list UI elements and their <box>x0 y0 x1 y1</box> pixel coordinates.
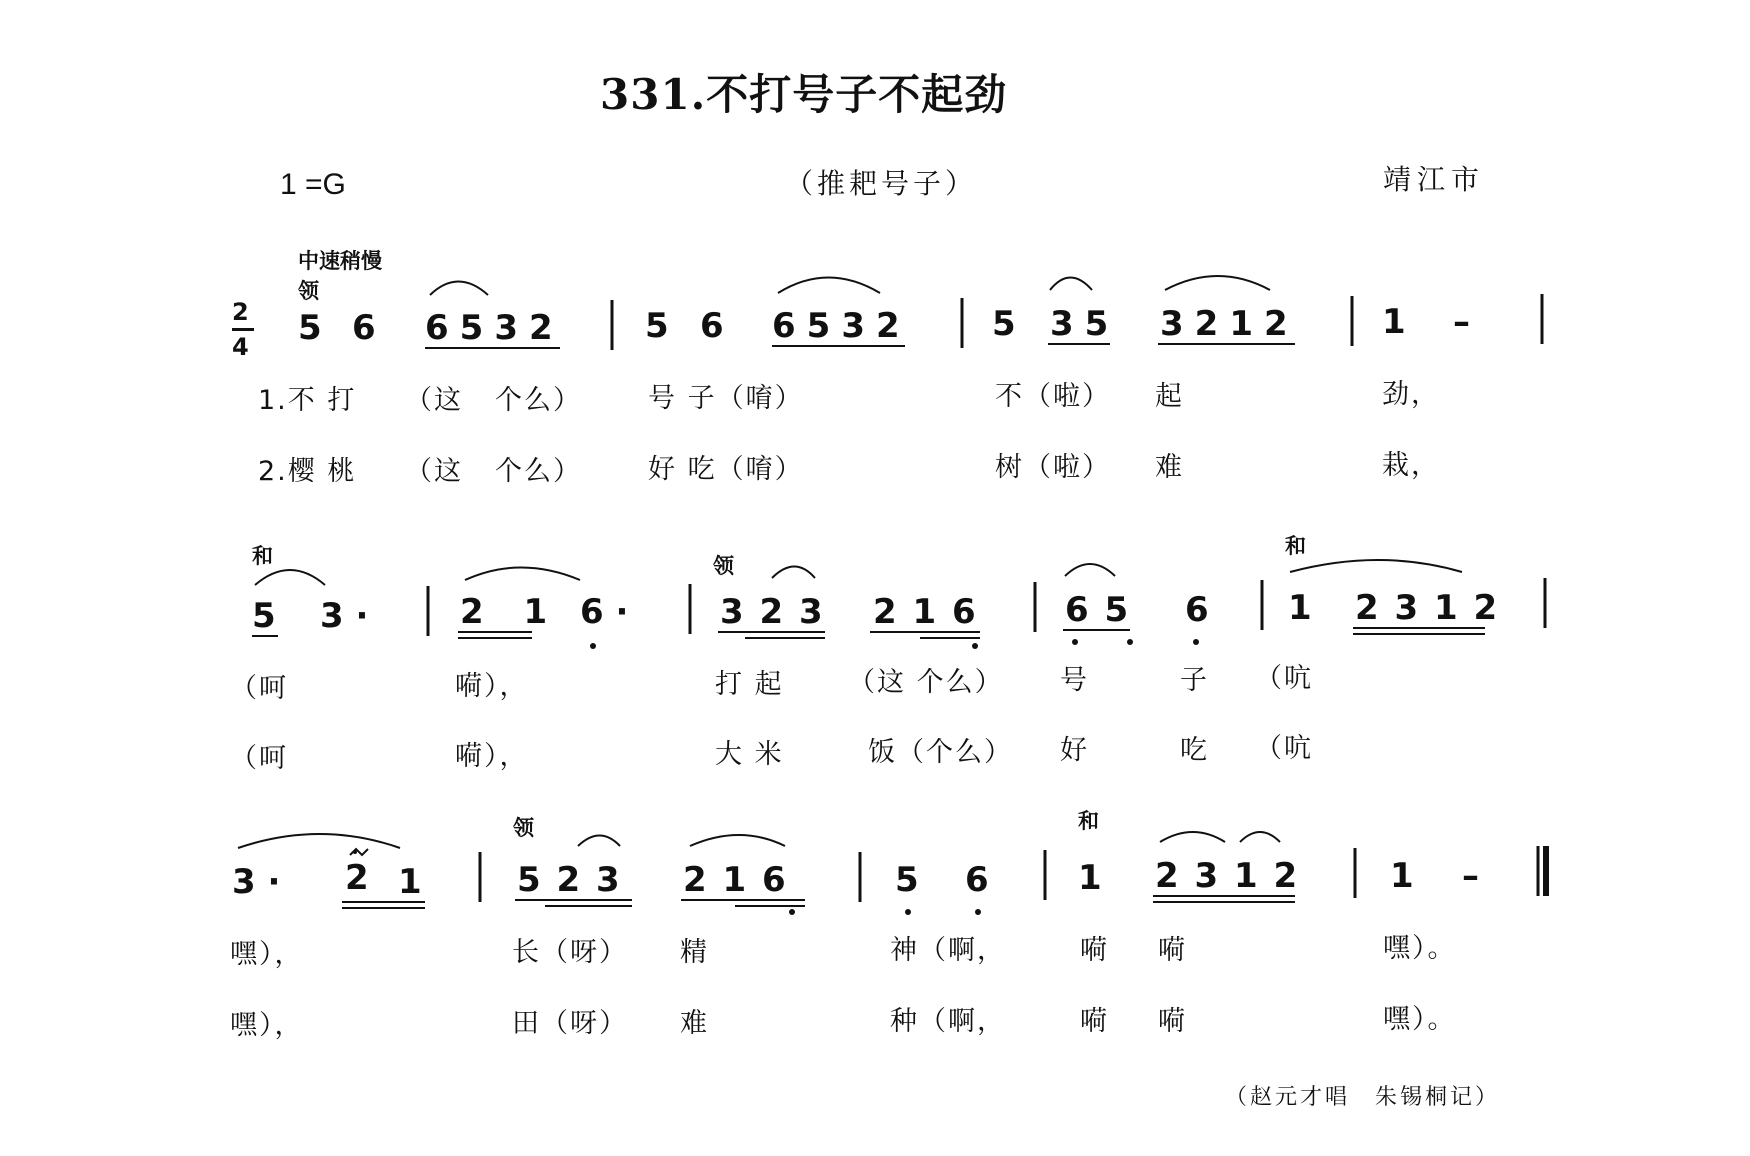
lyric: 子 <box>1180 665 1209 696</box>
dash: – <box>1453 302 1470 342</box>
lyric: （吭 <box>1255 733 1313 764</box>
note-group: 2 1 <box>460 592 562 632</box>
note-group: 2 3 1 2 <box>1355 588 1500 628</box>
song-origin: 靖江市 <box>1383 163 1486 196</box>
lyric: 难 <box>1155 452 1184 483</box>
note: 5 <box>645 306 669 346</box>
lyric: （吭 <box>1255 663 1313 694</box>
note-group: 35 <box>1050 304 1120 344</box>
role-lead: 领 <box>713 554 734 578</box>
lyric: 大 米 <box>715 739 784 770</box>
note: 1 <box>398 862 422 902</box>
lyric: 2.樱 桃 <box>258 456 357 487</box>
lyric: （呵 <box>230 743 288 774</box>
lyric: （这 <box>405 456 463 487</box>
lyric: 劲， <box>1382 379 1440 410</box>
lyric: 不（啦） <box>995 381 1111 412</box>
role-lead: 领 <box>298 279 319 303</box>
lyric: 饭（个么） <box>868 737 1013 768</box>
lyric: 种（啊， <box>890 1006 1006 1037</box>
lyric: 打 起 <box>715 669 784 700</box>
lyric: 起 <box>1155 381 1184 412</box>
role-lead: 领 <box>513 816 534 840</box>
note-group: 6 5 <box>1065 590 1131 630</box>
note: 6 <box>352 308 376 348</box>
lyric: 嗬 <box>1080 935 1109 966</box>
note: 1 <box>1390 856 1414 896</box>
song-genre: （推耙号子） <box>785 167 978 200</box>
lyric: 1.不 打 <box>258 385 357 416</box>
key-signature: 1 =G <box>280 168 346 201</box>
lyric: 树（啦） <box>995 452 1111 483</box>
time-signature-top: 2 <box>232 298 249 326</box>
lyric: 嘿）。 <box>1383 1004 1457 1035</box>
note-group: 6532 <box>425 308 564 348</box>
lyric: 嗬）， <box>455 741 529 772</box>
lyric: 嗬 <box>1080 1006 1109 1037</box>
note-group: 6532 <box>772 306 911 346</box>
lyric: （这 <box>405 385 463 416</box>
lyric: 嘿）。 <box>1383 933 1457 964</box>
lyric: 长（呀） <box>512 937 628 968</box>
dash: – <box>1462 856 1479 896</box>
note: 5 <box>992 304 1016 344</box>
lyric: 吃 <box>1180 735 1209 766</box>
note-group: 2 1 6 <box>683 860 788 900</box>
note: 6 <box>965 860 989 900</box>
role-chorus: 和 <box>252 544 273 568</box>
note: 1 <box>1382 302 1406 342</box>
note-group: 2 1 6 <box>873 592 978 632</box>
note: 5 <box>252 596 276 636</box>
note: 5 <box>298 308 322 348</box>
lyric: （这 个么） <box>848 667 1004 698</box>
credit-line: （赵元才唱 朱锡桐记） <box>1225 1085 1501 1110</box>
note: 6 <box>1185 590 1209 630</box>
tempo-marking: 中速稍慢 <box>298 249 382 273</box>
lyric: 田（呀） <box>512 1008 628 1039</box>
lyric: 号 子（唷） <box>648 383 804 414</box>
lyric: （呵 <box>230 673 288 704</box>
note: 6 · <box>580 592 629 632</box>
lyric: 神（啊， <box>890 935 1006 966</box>
note: 3 · <box>232 862 281 902</box>
lyric: 精 <box>680 937 709 968</box>
lyric: 好 吃（唷） <box>648 454 804 485</box>
lyric: 嘿）， <box>230 1010 304 1041</box>
lyric: 个么） <box>495 385 582 416</box>
note-group: 3212 <box>1160 304 1299 344</box>
lyric: 嘿）， <box>230 939 304 970</box>
lyric: 好 <box>1060 735 1089 766</box>
note-group: 3 2 3 <box>720 592 825 632</box>
lyric: 栽， <box>1382 450 1440 481</box>
note: 6 <box>700 306 724 346</box>
note: 2 <box>345 858 369 898</box>
lyric: 难 <box>680 1008 709 1039</box>
note: 1 <box>1288 588 1312 628</box>
time-signature-bottom: 4 <box>232 333 249 361</box>
note: 3 · <box>320 596 369 636</box>
lyric: 嗬 <box>1158 935 1187 966</box>
note: 1 <box>1078 858 1102 898</box>
role-chorus: 和 <box>1078 809 1099 833</box>
note: 5 <box>895 860 919 900</box>
song-title: 331.不打号子不起劲 <box>600 70 1008 119</box>
lyric: 个么） <box>495 456 582 487</box>
note-group: 2 3 1 2 <box>1155 856 1300 896</box>
lyric: 嗬）， <box>455 671 529 702</box>
lyric: 嗬 <box>1158 1006 1187 1037</box>
note-group: 5 2 3 <box>517 860 622 900</box>
role-chorus: 和 <box>1285 534 1306 558</box>
lyric: 号 <box>1060 665 1089 696</box>
